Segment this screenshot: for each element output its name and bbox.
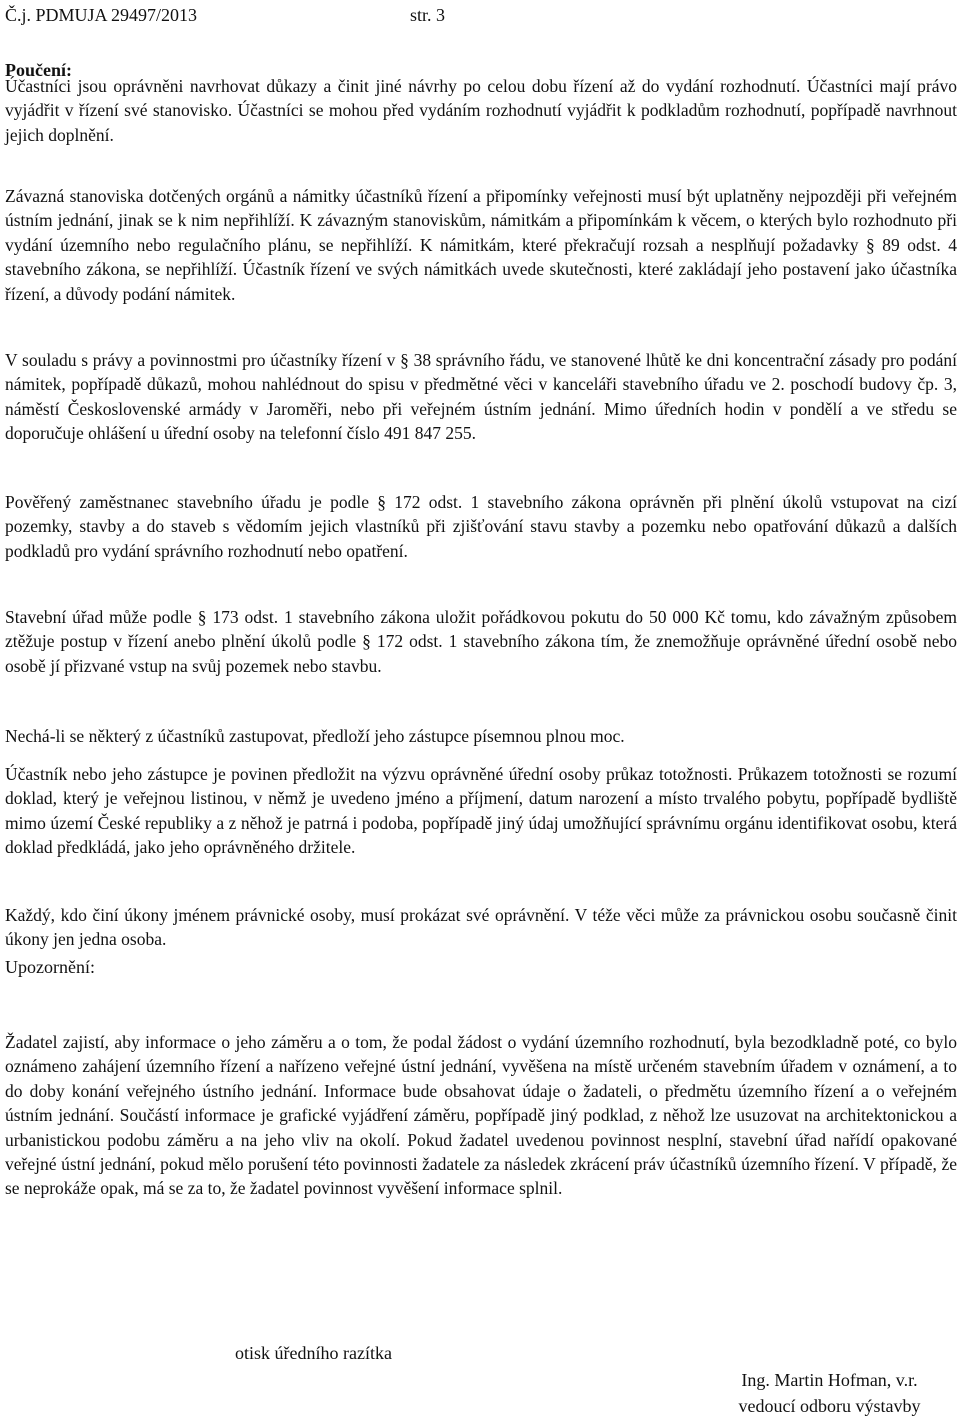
upozorneni-heading: Upozornění: [5, 957, 95, 977]
pouceni-heading: Poučení: [5, 60, 72, 80]
pouceni-paragraph-3: V souladu s právy a povinnostmi pro účastníky řízení v § 38 správního řádu, ve stanovené lhůtě ke dni koncentrační zásady pro podání námitek, popřípadě důkazů, mohou nahlédnout do spisu v předmětné věci v kanceláři stavebního úřadu ve 2. poschodí budovy čp. 3, náměstí Československé armády v Jaroměři, nebo při veřejném ústním jednání. Mimo úředních hodin v pondělí a ve středu se doporučuje ohlášení u úřední osoby na telefonní číslo 491 847 255. [5, 350, 957, 444]
reference-number: Č.j. PDMUJA 29497/2013 [5, 5, 198, 25]
pouceni-paragraph-6: Nechá-li se některý z účastníků zastupovat, předloží jeho zástupce písemnou plnou moc. [5, 726, 625, 746]
upozorneni-paragraph: Žadatel zajistí, aby informace o jeho záměru a o tom, že podal žádost o vydání územního rozhodnutí, byla bezodkladně poté, co bylo oznámeno zahájení územního řízení a nařízeno veřejné ústní jednání, vyvěšena na místě určeném stavebním úřadem v oznámení, a to do doby konání veřejného ústního jednání. Informace bude obsahovat údaje o žadateli, o předmětu územního řízení a o veřejném ústním jednání. Součástí informace je grafické vyjádření záměru, popřípadě jiný podklad, z něhož lze usuzovat na architektonickou a urbanistickou podobu záměru a na jeho vliv na okolí. Pokud žadatel uvedenou povinnost nesplní, stavební úřad nařídí opakované veřejné ústní jednání, pokud mělo porušení této povinnosti žadatele za následek zkrácení práv účastníků územního řízení. V případě, že se neprokáže opak, má se za to, že žadatel povinnost vyvěšení informace splnil. [5, 1032, 957, 1199]
page-number: str. 3 [410, 5, 446, 25]
pouceni-paragraph-1: Účastníci jsou oprávněni navrhovat důkazy a činit jiné návrhy po celou dobu řízení až do vydání rozhodnutí. Účastníci mají právo vyjádřit v řízení své stanovisko. Účastníci se mohou před vydáním rozhodnutí vyjádřit k podkladům rozhodnutí, popřípadě navrhnout jejich doplnění. [5, 76, 957, 145]
signature-block [702, 1367, 957, 1419]
pouceni-paragraph-2: Závazná stanoviska dotčených orgánů a námitky účastníků řízení a připomínky veřejnosti musí být uplatněny nejpozději při veřejném ústním jednání, jinak se k nim nepřihlíží. K závazným stanoviskům, námitkám a připomínkám k věcem, o kterých bylo rozhodnuto při vydání územního nebo regulačního plánu, se nepřihlíží. K námitkám, které překračují rozsah a nesplňují požadavky § 89 odst. 4 stavebního zákona, se nepřihlíží. Účastník řízení ve svých námitkách uvede skutečnosti, které zakládají jeho postavení jako účastníka řízení, a důvody podání námitek. [5, 186, 957, 304]
signatory-name: Ing. Martin Hofman, v.r. [741, 1370, 918, 1390]
pouceni-paragraph-5: Stavební úřad může podle § 173 odst. 1 stavebního zákona uložit pořádkovou pokutu do 50 000 Kč tomu, kdo závažným způsobem ztěžuje postup v řízení anebo plnění úkolů podle § 172 odst. 1 stavebního zákona tím, že znemožňuje oprávněné úřední osobě nebo osobě jí přizvané vstup na svůj pozemek nebo stavbu. [5, 607, 957, 676]
pouceni-paragraph-8: Každý, kdo činí úkony jménem právnické osoby, musí prokázat své oprávnění. V téže věci může za právnickou osobu současně činit úkony jen jedna osoba. [5, 905, 957, 950]
page-header [5, 4, 446, 26]
official-stamp-placeholder: otisk úředního razítka [235, 1343, 392, 1363]
signatory-title: vedoucí odboru výstavby [738, 1396, 921, 1416]
pouceni-paragraph-7: Účastník nebo jeho zástupce je povinen předložit na výzvu oprávněné úřední osoby průkaz totožnosti. Průkazem totožnosti se rozumí doklad, který je veřejnou listinou, v němž je uvedeno jméno a příjmení, datum narození a místo trvalého pobytu, popřípadě bydliště mimo území České republiky a z něhož je patrná i podoba, popřípadě jiný údaj umožňující správnímu orgánu identifikovat osobu, která doklad předkládá, jako jeho oprávněného držitele. [5, 764, 957, 858]
pouceni-paragraph-4: Pověřený zaměstnanec stavebního úřadu je podle § 172 odst. 1 stavebního zákona oprávněn při plnění úkolů vstupovat na cizí pozemky, stavby a do staveb s vědomím jejich vlastníků při zjišťování stavu stavby a pozemku nebo opatřování důkazů a dalších podkladů pro vydání správního rozhodnutí nebo opatření. [5, 492, 957, 561]
